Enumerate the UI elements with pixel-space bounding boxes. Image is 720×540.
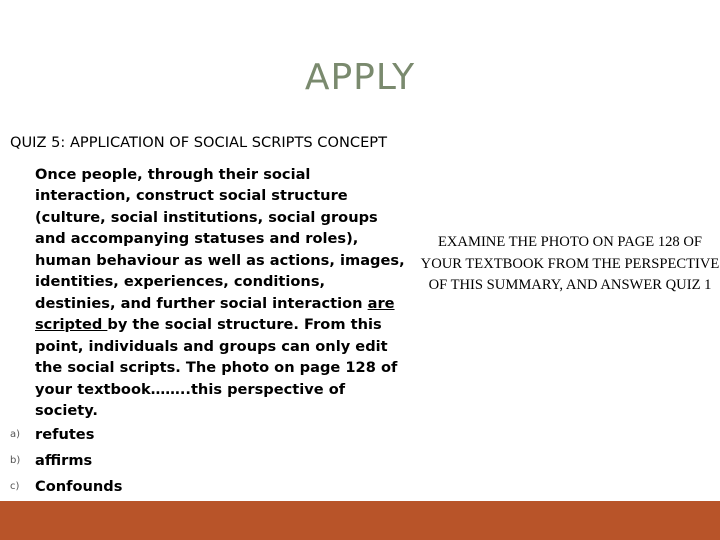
quiz-panel: [10, 132, 405, 526]
quiz-heading: QUIZ 5: APPLICATION OF SOCIAL SCRIPTS CONCEPT: [10, 134, 388, 151]
option-letter: b): [10, 454, 21, 466]
option-text: affirms: [35, 451, 93, 469]
option-letter: c): [10, 480, 20, 492]
quiz-question: [35, 164, 405, 422]
option-text: refutes: [35, 425, 95, 443]
quiz-question-underlined-text: are scripted: [35, 294, 395, 333]
instruction-text: EXAMINE THE PHOTO ON PAGE 128 OF YOUR TEXTBOOK FROM THE PERSPECTIVE OF THIS SUMMARY, AND ANSWER QUIZ 1: [420, 234, 720, 293]
quiz-question-text-end: by the social structure. From this point, individuals and groups can only edit the social scripts. The photo on page 128 of your textbook……..this perspective of society.: [35, 316, 398, 419]
footer-bar: [0, 501, 720, 540]
answer-option-c: [10, 474, 405, 500]
option-letter: a): [10, 428, 21, 440]
answer-option-a: [10, 422, 405, 448]
quiz-question-text-start: Once people, through their social interaction, construct social structure (culture, social institutions, social groups and accompanying statuses and roles), human behaviour as well as actions, images, identities, experiences, conditions, destinies, and further social interaction: [35, 165, 405, 312]
option-text: Confounds: [35, 477, 123, 495]
slide-title: APPLY: [304, 57, 416, 98]
answer-option-b: [10, 448, 405, 474]
